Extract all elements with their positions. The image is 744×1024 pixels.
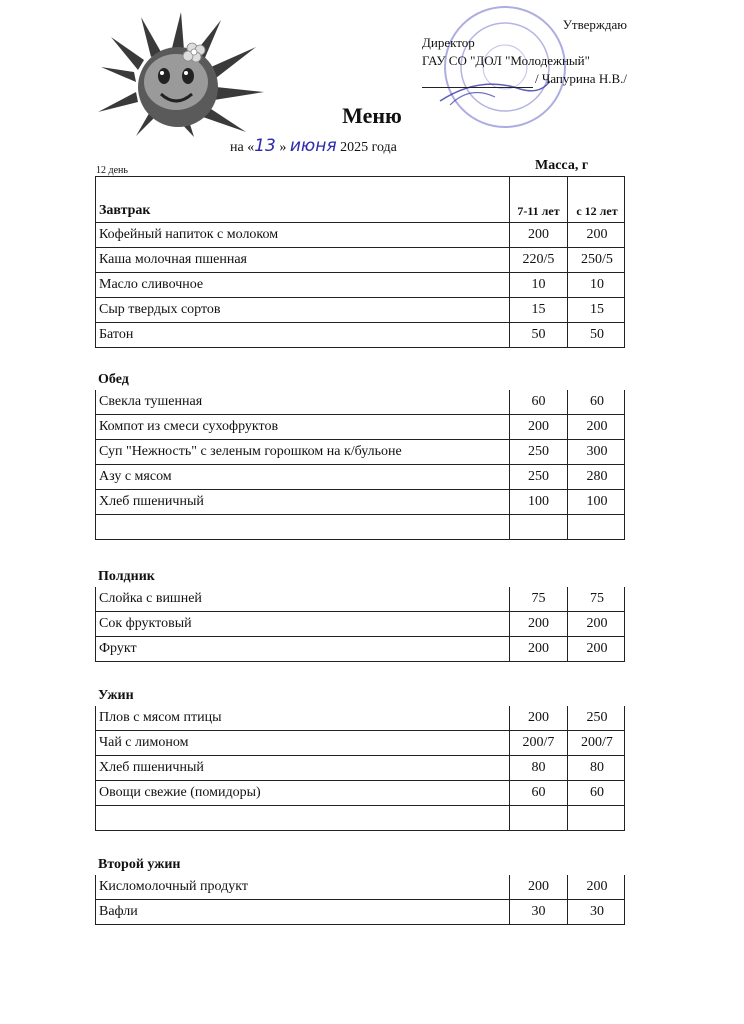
mass-12: 280: [567, 465, 626, 489]
dish-name: Азу с мясом: [99, 469, 172, 484]
table-row-empty: [95, 806, 625, 831]
mass-7-11: 200: [509, 612, 567, 636]
signature-underline: [422, 73, 533, 88]
date-day: 13: [254, 136, 276, 156]
date-prefix: на: [230, 140, 244, 155]
table-row: [95, 731, 625, 756]
mass-12: [567, 515, 626, 539]
mass-12: 200: [567, 612, 626, 636]
dish-name: Сок фруктовый: [99, 616, 192, 631]
mass-7-11: 10: [509, 273, 567, 297]
approval-block: [422, 16, 627, 88]
signature-line: [422, 70, 627, 88]
mass-12: 200: [567, 415, 626, 439]
mass-7-11: 60: [509, 781, 567, 805]
dish-name: Слойка с вишней: [99, 591, 202, 606]
mass-7-11: 30: [509, 900, 567, 924]
date-close-quote: »: [279, 140, 287, 155]
dish-name: Фрукт: [99, 641, 137, 656]
mass-7-11: 75: [509, 587, 567, 611]
dish-name: Суп "Нежность" с зеленым горошком на к/бульоне: [99, 444, 402, 459]
mass-7-11: 250: [509, 440, 567, 464]
organization-name: ГАУ СО "ДОЛ "Молодежный": [422, 53, 590, 68]
mass-12: 200: [567, 223, 626, 247]
section-title: Обед: [98, 372, 129, 387]
director-label: Директор: [422, 35, 475, 50]
mass-12: 200: [567, 875, 626, 899]
table-row: [95, 390, 625, 415]
dish-name: Кисломолочный продукт: [99, 879, 248, 894]
mass-12: [567, 806, 626, 830]
mass-12: 250: [567, 706, 626, 730]
table-row: [95, 465, 625, 490]
section-title: Ужин: [98, 688, 134, 703]
dish-name: Свекла тушенная: [99, 394, 203, 409]
mass-7-11: 200: [509, 415, 567, 439]
mass-7-11: 50: [509, 323, 567, 347]
day-label: 12 день: [96, 165, 128, 176]
dish-name: [96, 806, 509, 830]
mass-7-11: 80: [509, 756, 567, 780]
mass-7-11: [509, 515, 567, 539]
table-row: [95, 637, 625, 662]
mass-12: 250/5: [567, 248, 626, 272]
table-row: [95, 875, 625, 900]
date-year: 2025: [340, 140, 369, 155]
mass-7-11: 220/5: [509, 248, 567, 272]
mass-12: 30: [567, 900, 626, 924]
dish-name: Овощи свежие (помидоры): [99, 785, 261, 800]
table-row: [95, 273, 625, 298]
mass-7-11: 200: [509, 706, 567, 730]
mass-12: 15: [567, 298, 626, 322]
mass-header: Масса, г: [535, 158, 589, 173]
dish-name: Плов с мясом птицы: [99, 710, 222, 725]
column-age-7-11: 7-11 лет: [509, 177, 567, 222]
page-title: Меню: [342, 103, 402, 128]
mass-12: 200: [567, 637, 626, 661]
section-dinner: [95, 686, 625, 831]
dish-name: Компот из смеси сухофруктов: [99, 419, 279, 434]
dish-name: Чай с лимоном: [99, 735, 189, 750]
mass-7-11: 200: [509, 223, 567, 247]
mass-7-11: 200/7: [509, 731, 567, 755]
signer-name: / Чапурина Н.В./: [535, 71, 627, 86]
table-row: [95, 587, 625, 612]
table-row-empty: [95, 515, 625, 540]
dish-name: Хлеб пшеничный: [99, 760, 204, 775]
date-open-quote: «: [247, 140, 255, 155]
section-title: Второй ужин: [98, 857, 181, 872]
section-title: Полдник: [98, 569, 155, 584]
date-month: июня: [289, 136, 337, 156]
section-lunch: [95, 370, 625, 540]
section-breakfast: [95, 176, 625, 348]
dish-name: [96, 515, 509, 539]
mass-12: 60: [567, 390, 626, 414]
section-snack: [95, 567, 625, 662]
table-row: [95, 415, 625, 440]
mass-7-11: 100: [509, 490, 567, 514]
dish-name: Батон: [99, 327, 134, 342]
table-row: [95, 490, 625, 515]
section-second-dinner: [95, 855, 625, 925]
table-header-row: [95, 176, 625, 223]
table-row: [95, 706, 625, 731]
table-row: [95, 781, 625, 806]
mass-7-11: 250: [509, 465, 567, 489]
table-row: [95, 612, 625, 637]
table-row: [95, 298, 625, 323]
dish-name: Кофейный напиток с молоком: [99, 227, 279, 242]
table-row: [95, 223, 625, 248]
mass-7-11: 15: [509, 298, 567, 322]
mass-7-11: 200: [509, 637, 567, 661]
section-title: Завтрак: [99, 203, 151, 218]
mass-7-11: 200: [509, 875, 567, 899]
date-suffix: года: [371, 140, 397, 155]
mass-12: 300: [567, 440, 626, 464]
mass-12: 50: [567, 323, 626, 347]
mass-12: 100: [567, 490, 626, 514]
mass-12: 80: [567, 756, 626, 780]
approve-label: Утверждаю: [562, 17, 627, 32]
table-row: [95, 440, 625, 465]
mass-7-11: [509, 806, 567, 830]
dish-name: Масло сливочное: [99, 277, 204, 292]
table-row: [95, 900, 625, 925]
dish-name: Хлеб пшеничный: [99, 494, 204, 509]
table-row: [95, 248, 625, 273]
dish-name: Вафли: [99, 904, 138, 919]
mass-12: 75: [567, 587, 626, 611]
column-age-12: с 12 лет: [567, 177, 626, 222]
table-row: [95, 756, 625, 781]
mass-7-11: 60: [509, 390, 567, 414]
dish-name: Сыр твердых сортов: [99, 302, 221, 317]
dish-name: Каша молочная пшенная: [99, 252, 247, 267]
mass-12: 200/7: [567, 731, 626, 755]
mass-12: 60: [567, 781, 626, 805]
table-row: [95, 323, 625, 348]
mass-12: 10: [567, 273, 626, 297]
date-line: [230, 136, 397, 156]
